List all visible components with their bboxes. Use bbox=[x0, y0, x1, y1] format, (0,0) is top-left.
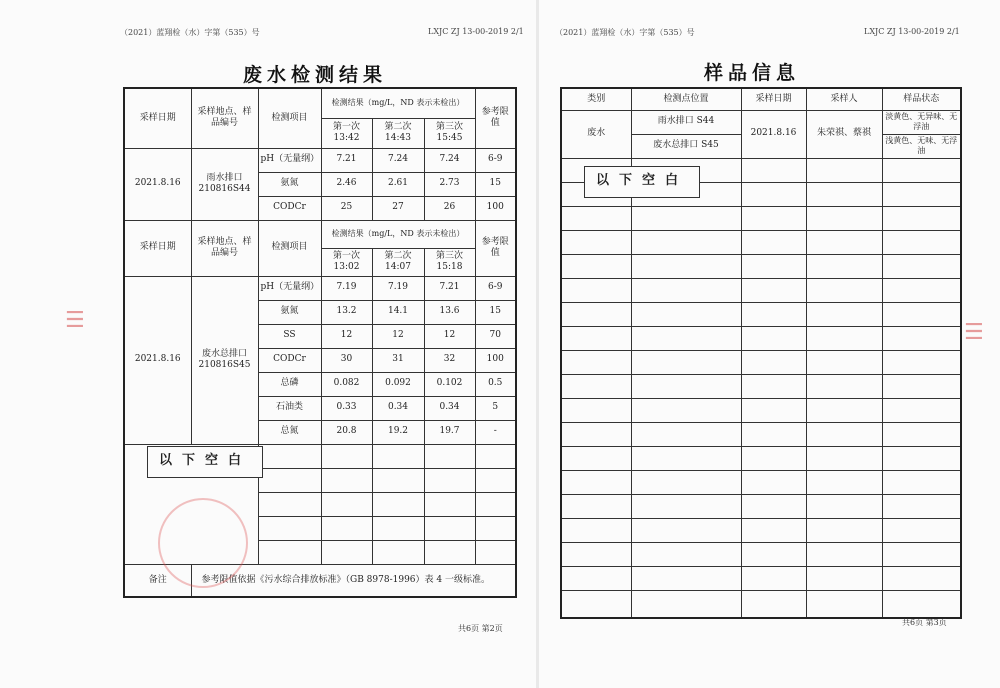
value-cell: 30 bbox=[321, 348, 372, 372]
date-cell: 2021.8.16 bbox=[741, 110, 806, 158]
header-date: 采样日期 bbox=[124, 220, 191, 276]
header-result: 检测结果（mg/L，ND 表示未检出） bbox=[321, 88, 475, 118]
state-cell: 浅黄色、无味、无浮油 bbox=[882, 134, 961, 158]
note-label: 备注 bbox=[124, 564, 191, 597]
item-cell: 总磷 bbox=[258, 372, 321, 396]
time-cell: 第三次 15:45 bbox=[424, 118, 475, 148]
sample-date: 2021.8.16 bbox=[124, 148, 191, 220]
header-limit: 参考限值 bbox=[475, 220, 516, 276]
header-limit: 参考限值 bbox=[475, 88, 516, 148]
doc-code-left: LXJC ZJ 13-00-2019 2/1 bbox=[428, 27, 524, 36]
point-cell: 废水总排口 S45 bbox=[631, 134, 741, 158]
item-cell: pH（无量纲） bbox=[258, 276, 321, 300]
item-cell: CODCr bbox=[258, 348, 321, 372]
header-state: 样品状态 bbox=[882, 88, 961, 110]
value-cell: 13.6 bbox=[424, 300, 475, 324]
time-cell: 第三次 15:18 bbox=[424, 248, 475, 276]
time-cell: 第二次 14:43 bbox=[372, 118, 424, 148]
seal-stamp-left bbox=[158, 498, 248, 588]
value-cell: 13.2 bbox=[321, 300, 372, 324]
limit-cell: 5 bbox=[475, 396, 516, 420]
right-page-title: 样品信息 bbox=[704, 62, 801, 84]
item-cell: 氨氮 bbox=[258, 300, 321, 324]
value-cell: 0.34 bbox=[372, 396, 424, 420]
value-cell: 12 bbox=[321, 324, 372, 348]
time-cell: 第一次 13:42 bbox=[321, 118, 372, 148]
item-cell: 石油类 bbox=[258, 396, 321, 420]
limit-cell: - bbox=[475, 420, 516, 444]
sample-date: 2021.8.16 bbox=[124, 276, 191, 444]
value-cell: 7.24 bbox=[372, 148, 424, 172]
blank-below-stamp-right: 以下空白 bbox=[584, 166, 700, 198]
left-page-title: 废水检测结果 bbox=[243, 64, 388, 86]
value-cell: 12 bbox=[372, 324, 424, 348]
point-cell: 雨水排口 S44 bbox=[631, 110, 741, 134]
header-category: 类别 bbox=[561, 88, 631, 110]
doc-code-right: LXJC ZJ 13-00-2019 2/1 bbox=[864, 27, 960, 36]
header-sampler: 采样人 bbox=[806, 88, 882, 110]
limit-cell: 6-9 bbox=[475, 148, 516, 172]
value-cell: 14.1 bbox=[372, 300, 424, 324]
value-cell: 0.082 bbox=[321, 372, 372, 396]
value-cell: 2.73 bbox=[424, 172, 475, 196]
value-cell: 26 bbox=[424, 196, 475, 220]
time-cell: 第二次 14:07 bbox=[372, 248, 424, 276]
right-page bbox=[539, 0, 1000, 688]
item-cell: 氨氮 bbox=[258, 172, 321, 196]
blank-below-stamp-left: 以下空白 bbox=[147, 446, 263, 478]
header-site: 采样地点、样品编号 bbox=[191, 220, 258, 276]
item-cell: SS bbox=[258, 324, 321, 348]
header-result: 检测结果（mg/L，ND 表示未检出） bbox=[321, 220, 475, 248]
state-cell: 淡黄色、无异味、无浮油 bbox=[882, 110, 961, 134]
header-item: 检测项目 bbox=[258, 88, 321, 148]
header-point: 检测点位置 bbox=[631, 88, 741, 110]
limit-cell: 6-9 bbox=[475, 276, 516, 300]
category-cell: 废水 bbox=[561, 110, 631, 158]
value-cell: 7.19 bbox=[372, 276, 424, 300]
value-cell: 20.8 bbox=[321, 420, 372, 444]
value-cell: 0.33 bbox=[321, 396, 372, 420]
item-cell: CODCr bbox=[258, 196, 321, 220]
value-cell: 12 bbox=[424, 324, 475, 348]
value-cell: 7.19 bbox=[321, 276, 372, 300]
limit-cell: 0.5 bbox=[475, 372, 516, 396]
value-cell: 0.102 bbox=[424, 372, 475, 396]
value-cell: 7.21 bbox=[424, 276, 475, 300]
page-footer-left: 共6页 第2页 bbox=[458, 624, 503, 633]
limit-cell: 15 bbox=[475, 172, 516, 196]
value-cell: 19.2 bbox=[372, 420, 424, 444]
value-cell: 32 bbox=[424, 348, 475, 372]
limit-cell: 15 bbox=[475, 300, 516, 324]
value-cell: 27 bbox=[372, 196, 424, 220]
value-cell: 2.46 bbox=[321, 172, 372, 196]
sample-site: 雨水排口 210816S44 bbox=[191, 148, 258, 220]
sampler-cell: 朱荣祺、蔡祺 bbox=[806, 110, 882, 158]
limit-cell: 100 bbox=[475, 348, 516, 372]
header-site: 采样地点、样品编号 bbox=[191, 88, 258, 148]
header-date: 采样日期 bbox=[124, 88, 191, 148]
page-footer-right: 共6页 第3页 bbox=[902, 618, 947, 627]
value-cell: 0.092 bbox=[372, 372, 424, 396]
item-cell: 总氮 bbox=[258, 420, 321, 444]
sample-site: 废水总排口 210816S45 bbox=[191, 276, 258, 444]
edge-stamp-right: ☰ bbox=[964, 320, 984, 345]
time-cell: 第一次 13:02 bbox=[321, 248, 372, 276]
value-cell: 31 bbox=[372, 348, 424, 372]
header-item: 检测项目 bbox=[258, 220, 321, 276]
value-cell: 7.24 bbox=[424, 148, 475, 172]
value-cell: 25 bbox=[321, 196, 372, 220]
edge-stamp-left: ☰ bbox=[65, 308, 85, 333]
report-number-right: （2021）蓝翔检（水）字第（535）号 bbox=[555, 28, 695, 37]
value-cell: 7.21 bbox=[321, 148, 372, 172]
note-text: 参考限值依据《污水综合排放标准》（GB 8978-1996）表 4 一级标准。 bbox=[191, 564, 516, 597]
report-number-left: （2021）蓝翔检（水）字第（535）号 bbox=[120, 28, 260, 37]
value-cell: 2.61 bbox=[372, 172, 424, 196]
item-cell: pH（无量纲） bbox=[258, 148, 321, 172]
value-cell: 0.34 bbox=[424, 396, 475, 420]
header-date: 采样日期 bbox=[741, 88, 806, 110]
value-cell: 19.7 bbox=[424, 420, 475, 444]
limit-cell: 70 bbox=[475, 324, 516, 348]
limit-cell: 100 bbox=[475, 196, 516, 220]
